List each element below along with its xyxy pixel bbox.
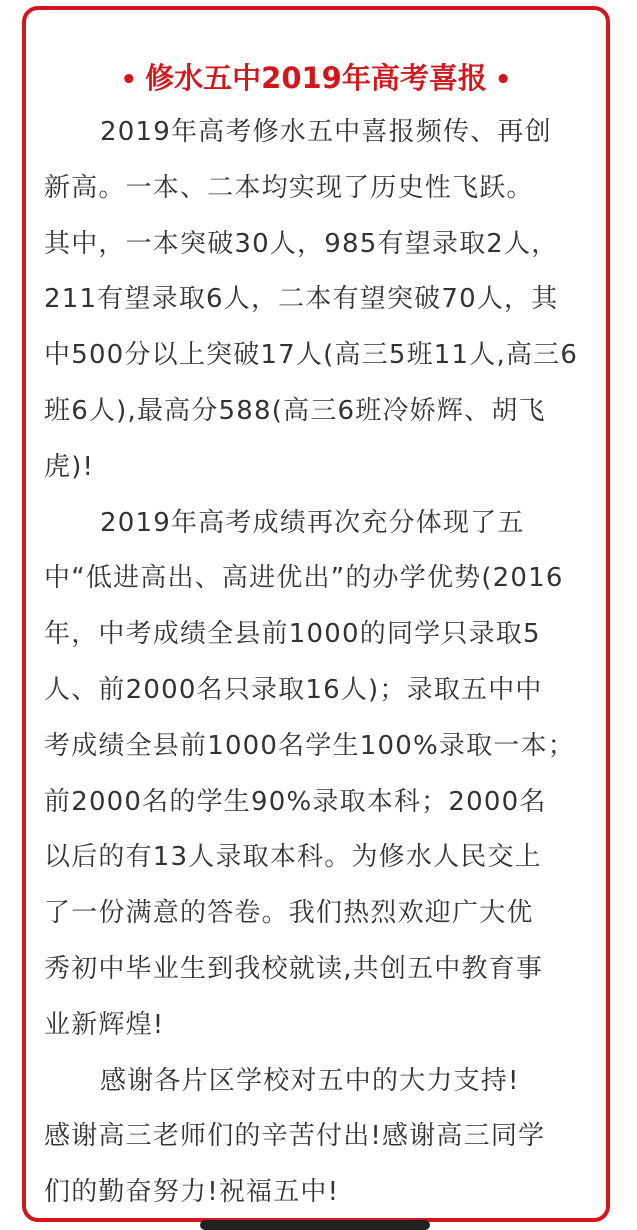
text-line: 业新辉煌! [44, 1009, 165, 1040]
bullet-left: • [120, 65, 138, 95]
paragraph [44, 105, 604, 496]
text-line: 中500分以上突破17人(高三5班11人,高三6 [44, 340, 579, 371]
text-line: 新高。一本、二本均实现了历史性飞跃。 [44, 172, 534, 203]
text-line: 以后的有13人录取本科。为修水人民交上 [44, 842, 542, 873]
paragraph [44, 1054, 604, 1221]
page-title [26, 56, 606, 102]
text-line: 2019年高考成绩再次充分体现了五 [100, 507, 525, 538]
text-line: 感谢高三老师们的辛苦付出!感谢高三同学 [44, 1121, 546, 1152]
text-line: 年，中考成绩全县前1000的同学只录取5 [44, 619, 541, 650]
bullet-right: • [494, 65, 512, 95]
text-line: 感谢各片区学校对五中的大力支持! [100, 1065, 520, 1096]
text-line: 班6人),最高分588(高三6班冷娇辉、胡飞 [44, 395, 546, 426]
home-indicator[interactable] [200, 1220, 430, 1230]
text-line: 前2000名的学生90%录取本科；2000名 [44, 786, 547, 817]
text-line: 考成绩全县前1000名学生100%录取一本； [44, 730, 575, 761]
text-line: 人、前2000名只录取16人)；录取五中中 [44, 674, 543, 705]
text-line: 了一份满意的答卷。我们热烈欢迎广大优 [44, 898, 534, 929]
text-line: 2019年高考修水五中喜报频传、再创 [100, 117, 552, 147]
title-text: 修水五中2019年高考喜报 [145, 61, 487, 95]
paragraph [44, 496, 604, 1054]
text-line: 其中，一本突破30人，985有望录取2人， [44, 228, 559, 259]
text-line: 中“低进高出、高进优出”的办学优势(2016 [44, 563, 564, 594]
text-line: 虎)! [44, 451, 95, 482]
text-line: 秀初中毕业生到我校就读,共创五中教育事 [44, 953, 544, 984]
text-line: 们的勤奋努力!祝福五中! [44, 1177, 340, 1208]
text-line: 211有望录取6人，二本有望突破70人，其 [44, 284, 559, 315]
article-body [44, 105, 604, 1221]
